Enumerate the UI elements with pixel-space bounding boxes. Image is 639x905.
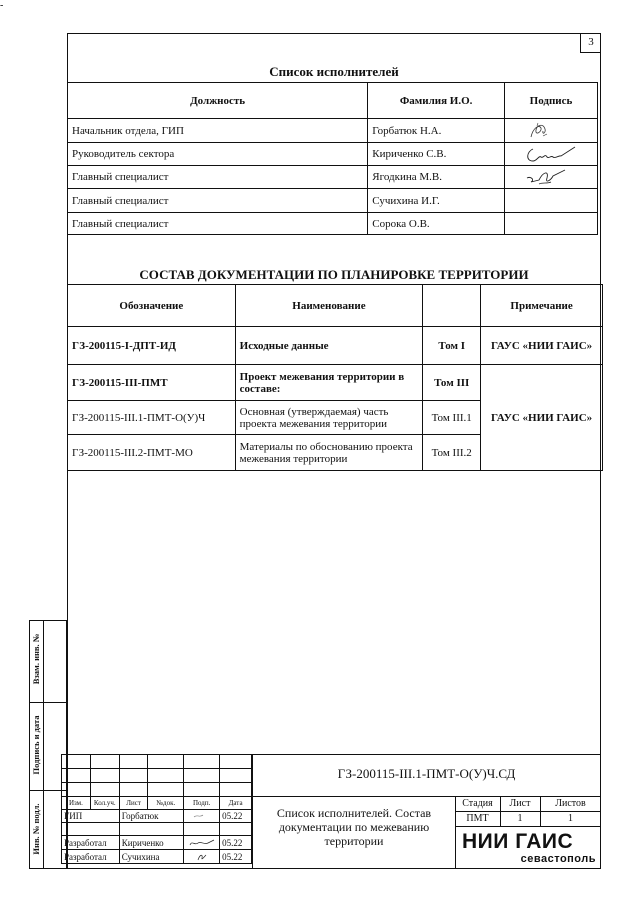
stamp-role: ГИП <box>62 810 120 823</box>
sheets-label: Листов <box>555 798 586 809</box>
stamp-col-date: Дата <box>220 797 252 810</box>
table-row <box>68 189 598 213</box>
cell-name: Ягодкина М.В. <box>368 166 505 189</box>
signature-image <box>184 850 220 864</box>
signature-image <box>505 119 598 143</box>
cell-volume: Том III <box>423 365 481 401</box>
cell-position: Главный специалист <box>68 166 368 189</box>
stamp-col-change: Изм. <box>62 797 91 810</box>
table-row <box>68 119 598 143</box>
stamp-row <box>62 836 252 850</box>
sheet-number: 3 <box>580 33 601 53</box>
header-code: Обозначение <box>68 285 236 327</box>
cell-note-merged: ГАУС «НИИ ГАИС» <box>481 365 603 471</box>
stamp-col-sheet: Лист <box>119 797 148 810</box>
sheet-label: Лист <box>509 798 531 809</box>
stamp-date: 05.22 <box>220 836 252 850</box>
signature-image <box>184 836 220 850</box>
cell-name: Сучихина И.Г. <box>368 189 505 213</box>
stage-label: Стадия <box>462 798 493 809</box>
stamp-table <box>61 754 252 864</box>
side-label-inventory: Инв. № подл. <box>31 803 41 855</box>
stamp-name: Горбатюк <box>119 810 183 823</box>
stamp-col-docnum: №док. <box>148 797 184 810</box>
executors-table <box>67 82 598 235</box>
sheet-value: 1 <box>517 813 523 824</box>
signature-image <box>184 810 220 823</box>
stamp-row <box>62 810 252 823</box>
cell-name: Сорока О.В. <box>368 213 505 235</box>
header-signature: Подпись <box>505 83 598 119</box>
docs-title: СОСТАВ ДОКУМЕНТАЦИИ ПО ПЛАНИРОВКЕ ТЕРРИТОРИИ <box>139 267 529 282</box>
stamp-name: Кириченко <box>119 836 183 850</box>
header-position: Должность <box>68 83 368 119</box>
sheets-value: 1 <box>568 813 573 824</box>
cell-name: Горбатюк Н.А. <box>368 119 505 143</box>
cell-volume: Том I <box>423 327 481 365</box>
header-volume <box>423 285 481 327</box>
side-label-signature-date: Подпись и дата <box>31 715 41 775</box>
org-logo: НИИ ГАИС <box>462 830 574 853</box>
stamp-date: 05.22 <box>220 850 252 864</box>
cell-code: ГЗ-200115-III.1-ПМТ-О(У)Ч <box>68 401 236 435</box>
cell-volume: Том III.2 <box>423 435 481 471</box>
stamp-date: 05.22 <box>220 810 252 823</box>
stamp-col-count: Кол.уч. <box>90 797 119 810</box>
stamp-name: Сучихина <box>119 850 183 864</box>
docs-table <box>67 284 603 471</box>
cell-position: Начальник отдела, ГИП <box>68 119 368 143</box>
doc-title: Список исполнителей. Состав документации по межеванию территории <box>276 806 432 848</box>
header-name: Фамилия И.О. <box>368 83 505 119</box>
cell-name: Кириченко С.В. <box>368 143 505 166</box>
stamp-role: Разработал <box>62 850 120 864</box>
header-note: Примечание <box>481 285 603 327</box>
doc-code: ГЗ-200115-III.1-ПМТ-О(У)Ч.СД <box>337 766 516 781</box>
cell-name: Материалы по обоснованию проекта межевания территории <box>235 435 423 471</box>
table-row <box>68 213 598 235</box>
signature-image <box>505 143 598 166</box>
side-label-replacement: Взам. инв. № <box>31 633 41 685</box>
org-city: севастополь <box>520 853 596 865</box>
cell-name: Проект межевания территории в составе: <box>235 365 423 401</box>
cell-position: Руководитель сектора <box>68 143 368 166</box>
corner-mark: - <box>0 0 4 11</box>
cell-position: Главный специалист <box>68 213 368 235</box>
executors-title: Список исполнителей <box>269 64 399 79</box>
stamp-row <box>62 850 252 864</box>
cell-code: ГЗ-200115-III.2-ПМТ-МО <box>68 435 236 471</box>
cell-code: ГЗ-200115-I-ДПТ-ИД <box>68 327 236 365</box>
cell-name: Исходные данные <box>235 327 423 365</box>
cell-code: ГЗ-200115-III-ПМТ <box>68 365 236 401</box>
stage-value: ПМТ <box>466 813 489 824</box>
table-row <box>68 166 598 189</box>
cell-name: Основная (утверждаемая) часть проекта межевания территории <box>235 401 423 435</box>
cell-volume: Том III.1 <box>423 401 481 435</box>
cell-position: Главный специалист <box>68 189 368 213</box>
signature-image <box>505 166 598 189</box>
table-row <box>68 327 603 365</box>
stamp-col-signature: Подп. <box>184 797 220 810</box>
header-name: Наименование <box>235 285 423 327</box>
table-row <box>68 365 603 401</box>
cell-note: ГАУС «НИИ ГАИС» <box>481 327 603 365</box>
stamp-role: Разработал <box>62 836 120 850</box>
table-row <box>68 143 598 166</box>
